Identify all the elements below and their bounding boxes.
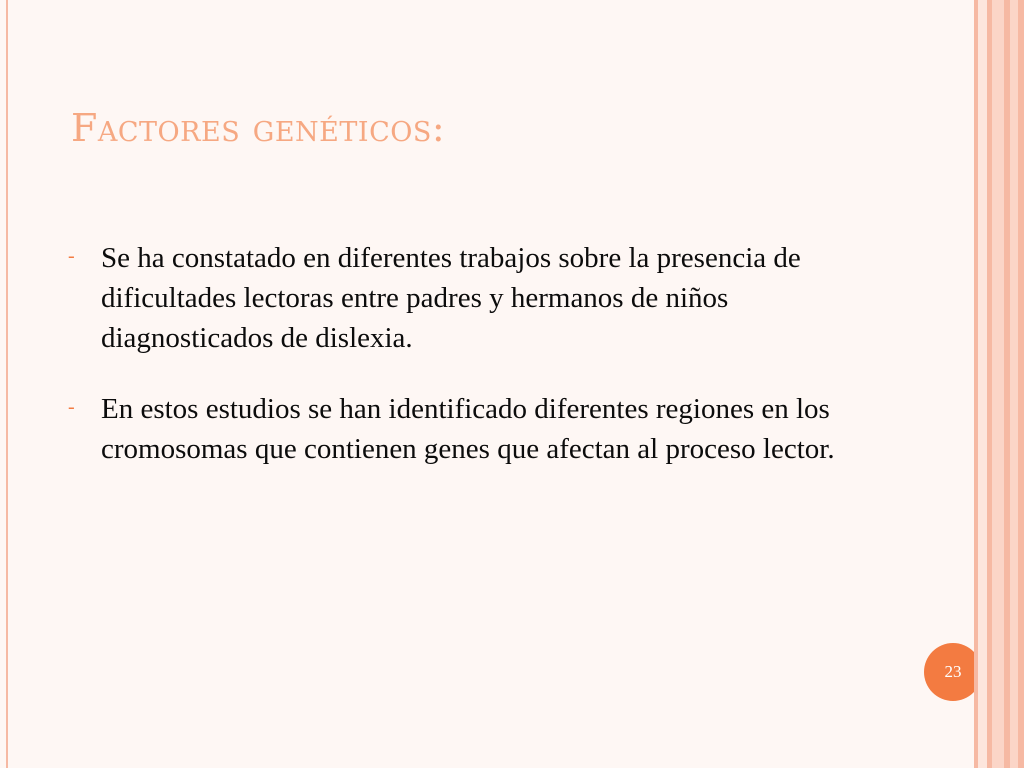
stripe xyxy=(1018,0,1024,768)
page-number: 23 xyxy=(944,662,962,681)
slide-title: Factores genéticos: xyxy=(71,106,446,150)
bullet-marker: - xyxy=(68,245,75,267)
bullet-marker: - xyxy=(68,396,75,418)
bullet-item xyxy=(68,238,888,358)
right-decorative-stripes xyxy=(974,0,1024,768)
bullet-item xyxy=(68,389,888,469)
bullet-text: Se ha constatado en diferentes trabajos sobre la presencia de dificultades lectoras entre padres y hermanos de niños diagnosticados de dislexia. xyxy=(101,242,801,354)
bullet-text: En estos estudios se han identificado diferentes regiones en los cromosomas que contienen genes que afectan al proceso lector. xyxy=(101,393,835,465)
bullet-list xyxy=(68,238,888,500)
stripe xyxy=(978,0,987,768)
stripe xyxy=(992,0,1004,768)
slide-content-area xyxy=(8,0,974,768)
stripe xyxy=(1010,0,1018,768)
